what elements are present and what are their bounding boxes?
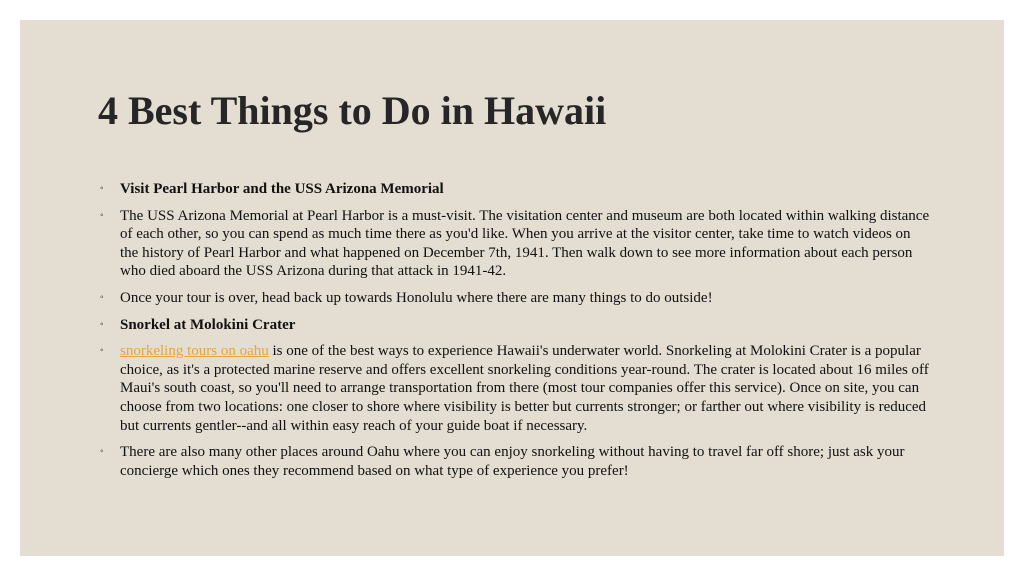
slide-title: 4 Best Things to Do in Hawaii bbox=[98, 88, 607, 133]
bullet-icon: ◦ bbox=[100, 291, 104, 303]
item-text: Snorkel at Molokini Crater bbox=[120, 316, 296, 333]
list-item-honolulu bbox=[100, 289, 930, 308]
bullet-icon: ◦ bbox=[100, 446, 104, 458]
bullet-icon: ◦ bbox=[100, 318, 104, 330]
slide bbox=[20, 20, 1004, 556]
list-item-arizona-memorial bbox=[100, 207, 930, 281]
bullet-icon: ◦ bbox=[100, 345, 104, 357]
item-text: Once your tour is over, head back up towards Honolulu where there are many things to do outside! bbox=[120, 289, 713, 306]
item-text: The USS Arizona Memorial at Pearl Harbor is a must-visit. The visitation center and museum are both located within walking distance of each other, so you can spend as much time there as you'd like. When you arrive at the visitor center, take time to watch videos on the history of Pearl Harbor and what happened on December 7th, 1941. Then walk down to see more information about each person who died aboard the USS Arizona during that attack in 1941-42. bbox=[120, 207, 930, 280]
bullet-icon: ◦ bbox=[100, 209, 104, 221]
bullet-list bbox=[100, 180, 930, 488]
list-item-snorkeling-tours bbox=[100, 342, 930, 435]
list-item-molokini-heading bbox=[100, 316, 930, 335]
bullet-icon: ◦ bbox=[100, 183, 104, 194]
list-item-other-places bbox=[100, 443, 930, 480]
snorkeling-tours-link[interactable]: snorkeling tours on oahu bbox=[120, 343, 269, 360]
list-item-pearl-harbor-heading bbox=[100, 180, 930, 199]
item-text: Visit Pearl Harbor and the USS Arizona Memorial bbox=[120, 181, 444, 197]
item-text: There are also many other places around Oahu where you can enjoy snorkeling without having to travel far off shore; just ask your concierge which ones they recommend based on what type of experience you prefer! bbox=[120, 444, 905, 479]
item-text: is one of the best ways to experience Hawaii's underwater world. Snorkeling at Molokini Crater is a popular choice, as it's a protected marine reserve and offers excellent snorkeling conditions year-round. The crater is located about 16 miles off Maui's south coast, so you'll need to arrange transportation from there (most tour companies offer this service). Once on site, you can choose from two locations: one closer to shore where visibility is better but currents stronger; or farther out where visibility is reduced but currents gentler--and all within easy reach of your guide boat if necessary. bbox=[120, 343, 929, 434]
